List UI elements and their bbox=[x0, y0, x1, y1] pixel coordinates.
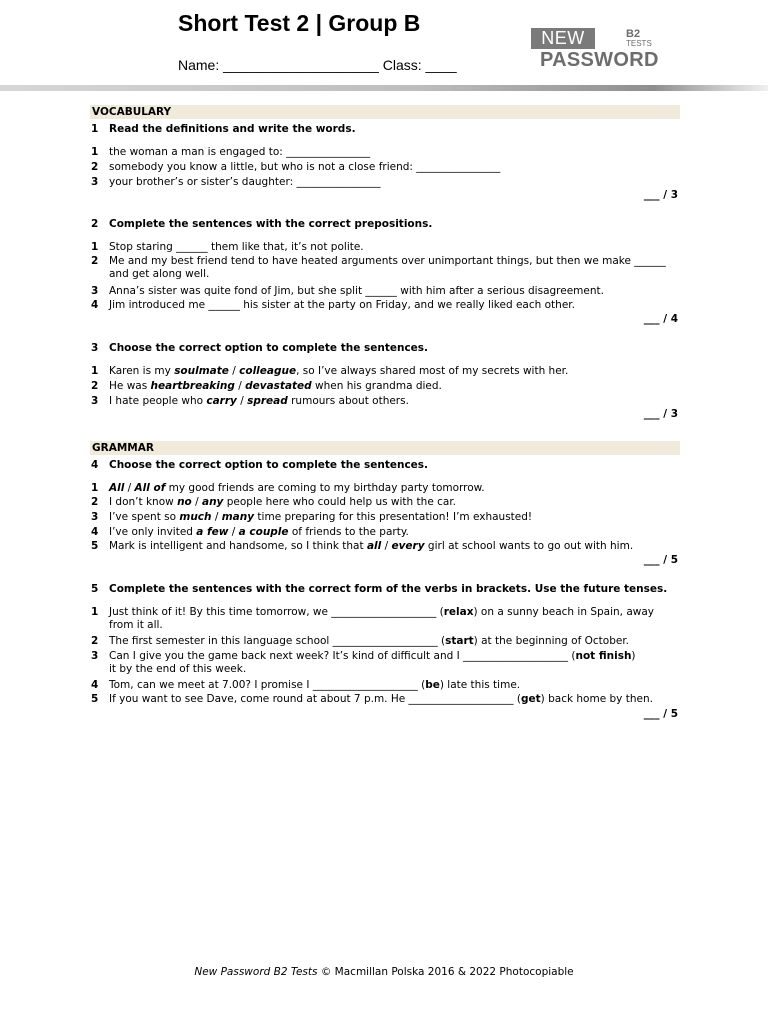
section-grammar: GRAMMAR bbox=[90, 441, 680, 455]
exercise-4-item: 5 Mark is intelligent and handsome, so I think that all / every girl at school wants to go out with him. bbox=[91, 540, 634, 552]
header-divider bbox=[0, 85, 768, 91]
exercise-1-item: 2 somebody you know a little, but who is not a close friend: ________________ bbox=[91, 161, 501, 173]
exercise-5-item-continuation: it by the end of this week. bbox=[109, 663, 247, 675]
exercise-1-score: ___ / 3 bbox=[643, 189, 678, 201]
exercise-5-item-continuation: from it all. bbox=[109, 619, 163, 631]
exercise-4-item: 1 All / All of my good friends are coming to my birthday party tomorrow. bbox=[91, 482, 485, 494]
section-vocabulary: VOCABULARY bbox=[90, 105, 680, 119]
exercise-5-score: ___ / 5 bbox=[643, 708, 678, 720]
exercise-3-item: 3 I hate people who carry / spread rumours about others. bbox=[91, 395, 409, 407]
logo-tests: TESTS bbox=[626, 39, 652, 48]
exercise-3-item: 1 Karen is my soulmate / colleague, so I’ve always shared most of my secrets with her. bbox=[91, 365, 569, 377]
exercise-4-instruction: 4 Choose the correct option to complete the sentences. bbox=[91, 459, 429, 471]
name-class-line: Name: ____________________ Class: ____ bbox=[178, 57, 457, 73]
exercise-4-item: 2 I don’t know no / any people here who could help us with the car. bbox=[91, 496, 457, 508]
footer-copyright: New Password B2 Tests © Macmillan Polska 2016 & 2022 Photocopiable bbox=[194, 966, 574, 978]
logo-b2: B2 bbox=[626, 28, 641, 40]
exercise-4-item: 4 I’ve only invited a few / a couple of friends to the party. bbox=[91, 526, 409, 538]
page-title: Short Test 2 | Group B bbox=[178, 10, 421, 36]
logo-new-box: NEW bbox=[531, 28, 595, 49]
exercise-2-item: 1 Stop staring ______ them like that, it’s not polite. bbox=[91, 241, 364, 253]
exercise-5-item: 4 Tom, can we meet at 7.00? I promise I ____________________ (be) late this time. bbox=[91, 679, 521, 691]
new-password-logo bbox=[531, 28, 661, 72]
exercise-4-score: ___ / 5 bbox=[643, 554, 678, 566]
exercise-5-item: 5 If you want to see Dave, come round at about 7 p.m. He ____________________ (get) back home by then. bbox=[91, 693, 653, 705]
exercise-2-instruction: 2 Complete the sentences with the correct prepositions. bbox=[91, 218, 433, 230]
exercise-5-item: 2 The first semester in this language school ____________________ (start) at the beginning of October. bbox=[91, 635, 630, 647]
exercise-2-item: 2 Me and my best friend tend to have heated arguments over unimportant things, but then we make ______ bbox=[91, 255, 666, 267]
exercise-5-instruction: 5 Complete the sentences with the correct form of the verbs in brackets. Use the future tenses. bbox=[91, 583, 668, 595]
exercise-1-item: 3 your brother’s or sister’s daughter: ________________ bbox=[91, 176, 381, 188]
exercise-5-item: 3 Can I give you the game back next week? It’s kind of difficult and I ____________________ (not finish) bbox=[91, 650, 636, 662]
exercise-1-item: 1 the woman a man is engaged to: ________________ bbox=[91, 146, 371, 158]
exercise-5-item: 1 Just think of it! By this time tomorrow, we ____________________ (relax) on a sunny beach in Spain, away bbox=[91, 606, 655, 618]
exercise-2-item: 4 Jim introduced me ______ his sister at the party on Friday, and we really liked each other. bbox=[91, 299, 575, 311]
exercise-2-item: 3 Anna’s sister was quite fond of Jim, but she split ______ with him after a serious disagreement. bbox=[91, 285, 604, 297]
exercise-1-instruction: 1 Read the definitions and write the words. bbox=[91, 123, 356, 135]
logo-password: PASSWORD bbox=[540, 49, 659, 71]
exercise-4-item: 3 I’ve spent so much / many time preparing for this presentation! I’m exhausted! bbox=[91, 511, 533, 523]
exercise-3-score: ___ / 3 bbox=[643, 408, 678, 420]
exercise-2-item-continuation: and get along well. bbox=[109, 268, 210, 280]
exercise-3-item: 2 He was heartbreaking / devastated when his grandma died. bbox=[91, 380, 442, 392]
exercise-2-score: ___ / 4 bbox=[643, 313, 678, 325]
exercise-3-instruction: 3 Choose the correct option to complete the sentences. bbox=[91, 342, 429, 354]
